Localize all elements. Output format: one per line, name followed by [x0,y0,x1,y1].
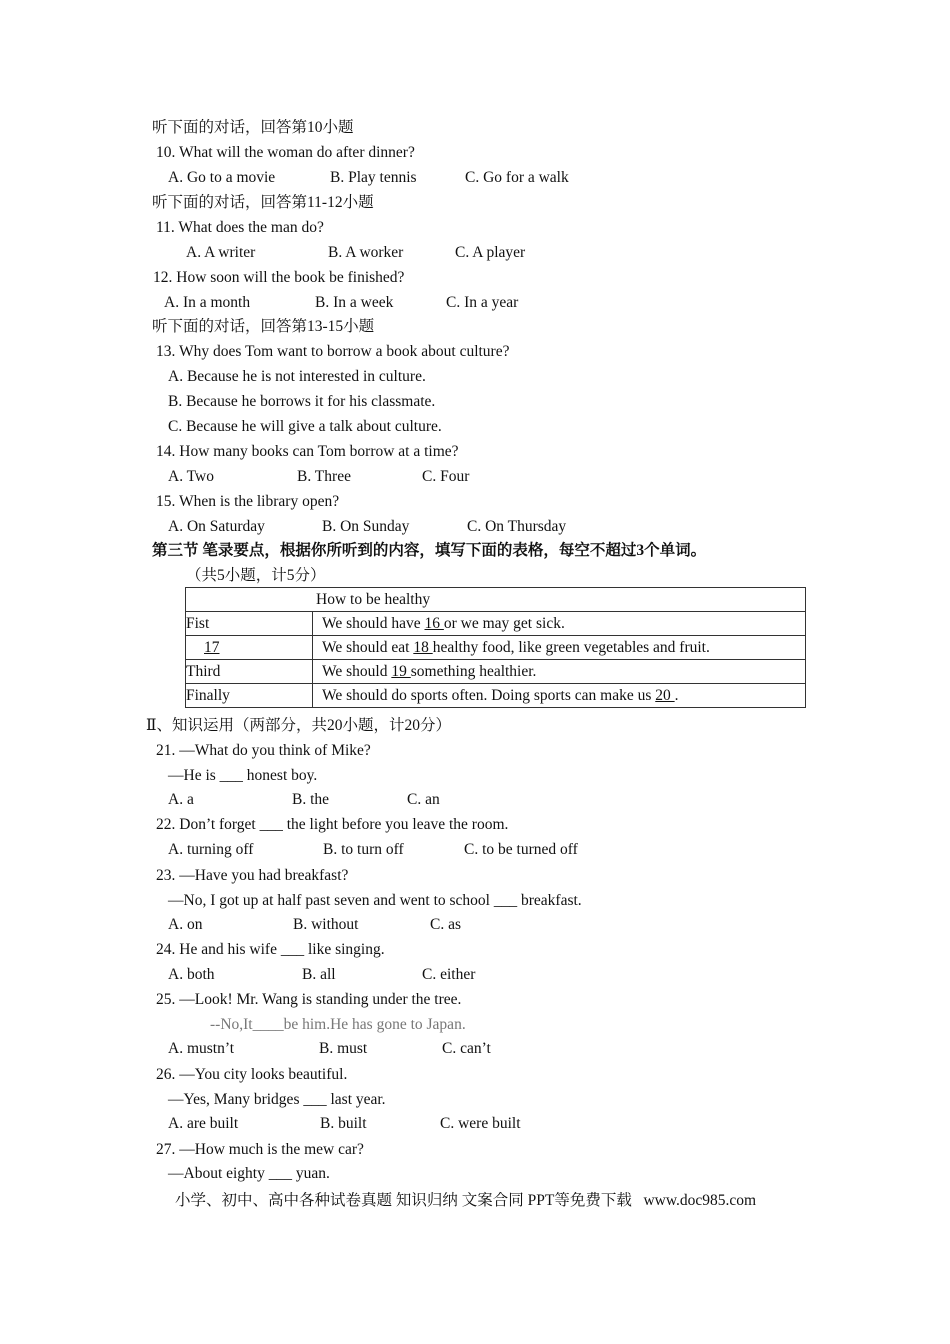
q25-option-b: B. must [319,1040,368,1057]
notes-table [185,587,806,708]
blank-16: 16 [424,614,444,632]
row-label: Finally [186,684,313,708]
q22-option-b: B. to turn off [323,841,404,858]
q26-reply: —Yes, Many bridges ___ last year. [168,1091,386,1108]
q12-option-c: C. In a year [446,294,519,311]
q24-question: 24. He and his wife ___ like singing. [156,941,385,958]
q15-option-c: C. On Thursday [467,518,567,535]
q24-option-c: C. either [422,966,476,983]
q13-option-a: A. Because he is not interested in culture. [168,368,426,385]
q24-option-b: B. all [302,966,336,983]
notes-table-title: How to be healthy [186,588,806,612]
q21-reply: —He is ___ honest boy. [168,767,318,784]
q25-reply: --No,It____be him.He has gone to Japan. [210,1016,466,1033]
intro-q10: 听下面的对话，回答第10小题 [152,119,354,136]
blank-18: 18 [413,638,433,656]
q23-option-c: C. as [430,916,461,933]
row-sentence: We should 19 something healthier. [313,660,806,684]
q23-option-b: B. without [293,916,359,933]
q13-question: 13. Why does Tom want to borrow a book about culture? [156,343,510,360]
q24-option-a: A. both [168,966,215,983]
footer-text: 小学、初中、高中各种试卷真题 知识归纳 文案合同 PPT等免费下载 www.doc985.com [175,1192,757,1209]
q25-question: 25. —Look! Mr. Wang is standing under the tree. [156,991,462,1008]
row-label [186,636,313,660]
q21-question: 21. —What do you think of Mike? [156,742,371,759]
q10-option-b: B. Play tennis [330,169,417,186]
blank-19: 19 [391,662,411,680]
q23-option-a: A. on [168,916,203,933]
q22-option-a: A. turning off [168,841,254,858]
q26-option-c: C. were built [440,1115,521,1132]
q14-question: 14. How many books can Tom borrow at a time? [156,443,459,460]
q10-option-c: C. Go for a walk [465,169,569,186]
table-row [186,612,806,636]
table-row [186,660,806,684]
q12-option-b: B. In a week [315,294,394,311]
q11-option-a: A. A writer [186,244,256,261]
q14-option-b: B. Three [297,468,351,485]
q22-question: 22. Don’t forget ___ the light before you leave the room. [156,816,509,833]
q21-option-a: A. a [168,791,194,808]
table-row [186,684,806,708]
q14-option-c: C. Four [422,468,470,485]
q14-option-a: A. Two [168,468,214,485]
row-label: Third [186,660,313,684]
q26-option-b: B. built [320,1115,367,1132]
q21-option-c: C. an [407,791,440,808]
q15-option-a: A. On Saturday [168,518,265,535]
q27-question: 27. —How much is the mew car? [156,1141,364,1158]
table-row [186,636,806,660]
notes-table-title-row [186,588,806,612]
blank-20: 20 [655,686,675,704]
q10-option-a: A. Go to a movie [168,169,276,186]
q21-option-b: B. the [292,791,330,808]
section3-score: （共5小题，计5分） [186,567,326,584]
q13-option-c: C. Because he will give a talk about culture. [168,418,442,435]
section3-heading: 第三节 笔录要点，根据你所听到的内容，填写下面的表格，每空不超过3个单词。 [152,542,707,559]
q23-question: 23. —Have you had breakfast? [156,867,349,884]
q27-reply: —About eighty ___ yuan. [168,1165,330,1182]
intro-q13-15: 听下面的对话，回答第13-15小题 [152,318,375,335]
blank-17: 17 [204,638,220,656]
q15-question: 15. When is the library open? [156,493,340,510]
row-label: Fist [186,612,313,636]
q26-option-a: A. are built [168,1115,239,1132]
intro-q11-12: 听下面的对话，回答第11-12小题 [152,194,374,211]
q23-reply: —No, I got up at half past seven and went to school ___ breakfast. [168,892,582,909]
q26-question: 26. —You city looks beautiful. [156,1066,348,1083]
q12-question: 12. How soon will the book be finished? [153,269,405,286]
row-sentence: We should have 16 or we may get sick. [313,612,806,636]
q25-option-a: A. mustn’t [168,1040,235,1057]
q15-option-b: B. On Sunday [322,518,410,535]
q11-option-b: B. A worker [328,244,404,261]
part2-heading: Ⅱ、知识运用（两部分，共20小题，计20分） [146,717,452,734]
q11-option-c: C. A player [455,244,526,261]
q22-option-c: C. to be turned off [464,841,578,858]
q25-option-c: C. can’t [442,1040,491,1057]
q11-question: 11. What does the man do? [156,219,324,236]
q10-question: 10. What will the woman do after dinner? [156,144,415,161]
q12-option-a: A. In a month [164,294,251,311]
q13-option-b: B. Because he borrows it for his classmate. [168,393,436,410]
row-sentence: We should do sports often. Doing sports can make us 20 . [313,684,806,708]
row-sentence: We should eat 18 healthy food, like green vegetables and fruit. [313,636,806,660]
